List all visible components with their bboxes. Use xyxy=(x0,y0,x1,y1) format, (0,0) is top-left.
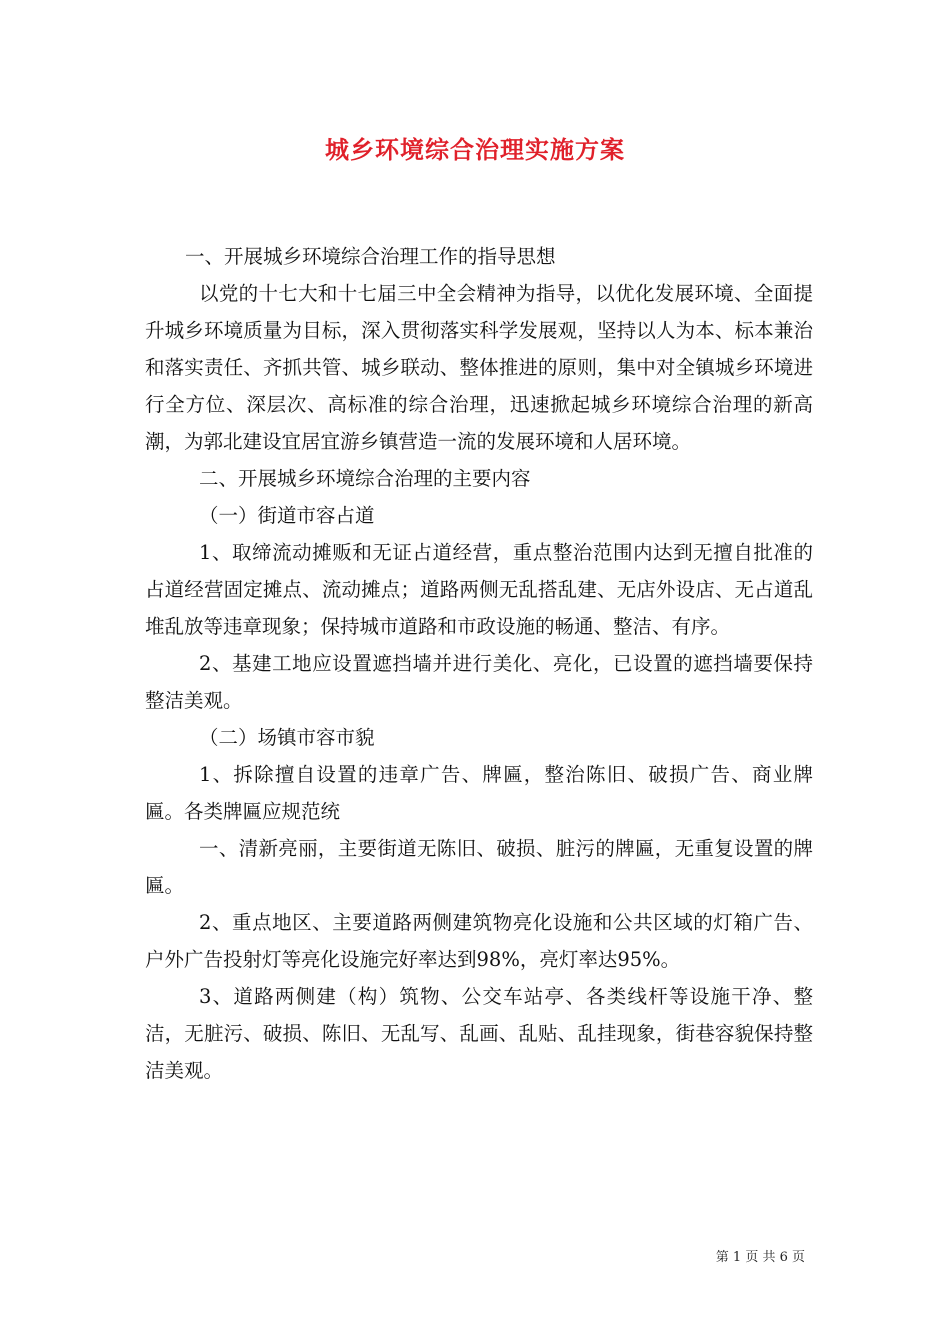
subsection-heading-1: （一）街道市容占道 xyxy=(199,504,375,527)
subsection-2-item-2: 2、重点地区、主要道路两侧建筑物亮化设施和公共区域的灯箱广告、户外广告投射灯等亮化设施完好率达到98%，亮灯率达95%。 xyxy=(145,911,813,971)
subsection-1-item-2: 2、基建工地应设置遮挡墙并进行美化、亮化，已设置的遮挡墙要保持整洁美观。 xyxy=(145,652,813,712)
subsection-2-item-1-continued: 一、清新亮丽，主要街道无陈旧、破损、脏污的牌匾，无重复设置的牌匾。 xyxy=(145,837,813,897)
section-heading-1: 一、开展城乡环境综合治理工作的指导思想 xyxy=(185,245,556,268)
subsection-2-item-3: 3、道路两侧建（构）筑物、公交车站亭、各类线杆等设施干净、整洁，无脏污、破损、陈旧、无乱写、乱画、乱贴、乱挂现象，街巷容貌保持整洁美观。 xyxy=(145,985,813,1082)
subsection-1-item-1: 1、取缔流动摊贩和无证占道经营，重点整治范围内达到无擅自批准的占道经营固定摊点、流动摊点；道路两侧无乱搭乱建、无店外设店、无占道乱堆乱放等违章现象；保持城市道路和市政设施的畅通、整洁、有序。 xyxy=(145,541,813,638)
subsection-heading-2: （二）场镇市容市貌 xyxy=(199,726,375,749)
section-1-paragraph: 以党的十七大和十七届三中全会精神为指导，以优化发展环境、全面提升城乡环境质量为目标，深入贯彻落实科学发展观，坚持以人为本、标本兼治和落实责任、齐抓共管、城乡联动、整体推进的原则，集中对全镇城乡环境进行全方位、深层次、高标准的综合治理，迅速掀起城乡环境综合治理的新高潮，为郭北建设宜居宜游乡镇营造一流的发展环境和人居环境。 xyxy=(145,282,813,453)
document-body xyxy=(145,238,813,1089)
section-heading-2: 二、开展城乡环境综合治理的主要内容 xyxy=(199,467,531,490)
document-title: 城乡环境综合治理实施方案 xyxy=(325,135,625,164)
subsection-2-item-1: 1、拆除擅自设置的违章广告、牌匾，整治陈旧、破损广告、商业牌匾。各类牌匾应规范统 xyxy=(145,763,813,823)
page-footer: 第 1 页 共 6 页 xyxy=(715,1250,805,1265)
